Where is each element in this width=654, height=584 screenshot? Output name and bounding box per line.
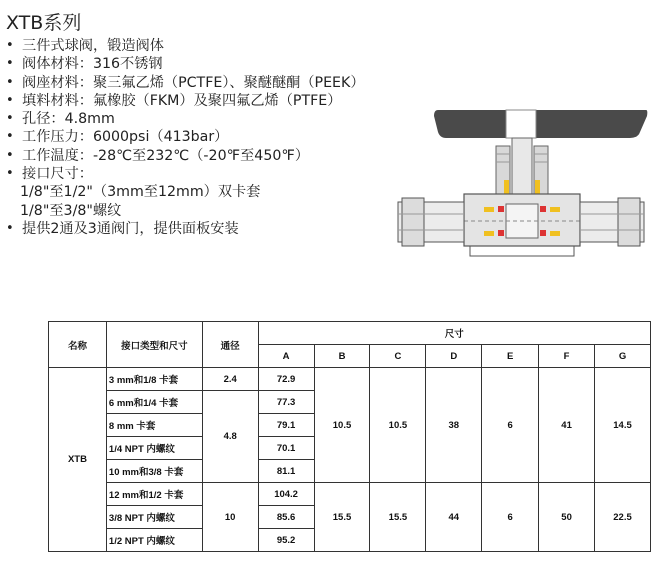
table-row [49, 368, 651, 391]
spec-item: • 阀体材料：316不锈钢 [6, 56, 163, 73]
cell-type: 1/4 NPT 内螺纹 [106, 437, 202, 460]
spec-item: • 填料材料：氟橡胶（FKM）及聚四氟乙烯（PTFE） [6, 92, 342, 109]
cell-f: 41 [539, 368, 595, 483]
port-size-line: 1/8"至3/8"螺纹 [20, 202, 122, 219]
cell-b: 10.5 [314, 368, 370, 483]
header-col-g: G [595, 345, 651, 368]
valve-stem [512, 138, 532, 196]
spec-item: • 阀座材料：聚三氟乙烯（PCTFE）、聚醚醚酮（PEEK） [6, 74, 365, 91]
cell-g: 22.5 [595, 483, 651, 552]
cell-g: 14.5 [595, 368, 651, 483]
cell-a: 81.1 [258, 460, 314, 483]
header-col-f: F [539, 345, 595, 368]
cell-type: 8 mm 卡套 [106, 414, 202, 437]
port-size-line: 1/8"至1/2"（3mm至12mm）双卡套 [20, 184, 261, 201]
cell-type: 6 mm和1/4 卡套 [106, 391, 202, 414]
header-size: 尺寸 [258, 322, 650, 345]
spec-item-port-size: • 接口尺寸： 1/8"至1/2"（3mm至12mm）双卡套 1/8"至3/8"螺纹 [0, 165, 365, 220]
cell-a: 104.2 [258, 483, 314, 506]
spec-item: • 提供2通及3通阀门，提供面板安装 [6, 220, 239, 237]
cell-bore: 4.8 [202, 391, 258, 483]
header-col-a: A [258, 345, 314, 368]
packing-right [535, 180, 540, 194]
valve-handle [434, 110, 647, 138]
cell-a: 95.2 [258, 529, 314, 552]
cell-type: 1/2 NPT 内螺纹 [106, 529, 202, 552]
dimensions-table [48, 321, 651, 552]
cell-a: 70.1 [258, 437, 314, 460]
cell-a: 72.9 [258, 368, 314, 391]
cell-e: 6 [482, 483, 539, 552]
cell-d: 38 [426, 368, 482, 483]
bullet-icon: • [6, 74, 14, 90]
bullet-icon: • [6, 166, 14, 182]
spec-item: • 工作温度：-28℃至232℃（-20℉至450℉） [6, 147, 310, 164]
cell-type: 12 mm和1/2 卡套 [106, 483, 202, 506]
header-type: 接口类型和尺寸 [106, 322, 202, 368]
header-bore: 通径 [202, 322, 258, 368]
bullet-icon: • [6, 56, 14, 72]
cell-name: XTB [49, 368, 107, 552]
table-row [49, 483, 651, 506]
cell-type: 10 mm和3/8 卡套 [106, 460, 202, 483]
spec-list [0, 37, 365, 238]
header-col-d: D [426, 345, 482, 368]
bullet-icon: • [6, 38, 14, 53]
cell-a: 85.6 [258, 506, 314, 529]
header-col-e: E [482, 345, 539, 368]
spec-item: • 孔径：4.8mm [6, 111, 115, 128]
bullet-icon: • [6, 92, 14, 108]
header-col-c: C [370, 345, 426, 368]
cell-c: 15.5 [370, 483, 426, 552]
bullet-icon: • [6, 220, 14, 236]
bullet-icon: • [6, 147, 14, 163]
cell-e: 6 [482, 368, 539, 483]
cell-b: 15.5 [314, 483, 370, 552]
cell-c: 10.5 [370, 368, 426, 483]
cell-f: 50 [539, 483, 595, 552]
cell-bore: 2.4 [202, 368, 258, 391]
cell-a: 79.1 [258, 414, 314, 437]
handle-hub [506, 110, 536, 138]
cell-bore: 10 [202, 483, 258, 552]
spec-item: • 三件式球阀，锻造阀体 [6, 38, 164, 54]
cell-a: 77.3 [258, 391, 314, 414]
bullet-icon: • [6, 129, 14, 145]
header-col-b: B [314, 345, 370, 368]
spec-item: • 工作压力：6000psi（413bar） [6, 129, 229, 146]
header-name: 名称 [49, 322, 107, 368]
body-bolts [470, 246, 574, 256]
packing-left [504, 180, 509, 194]
cell-type: 3 mm和1/8 卡套 [106, 368, 202, 391]
valve-cross-section-drawing [394, 106, 648, 268]
cell-d: 44 [426, 483, 482, 552]
page-title: XTB系列 [6, 12, 82, 34]
cell-type: 3/8 NPT 内螺纹 [106, 506, 202, 529]
bullet-icon: • [6, 111, 14, 127]
